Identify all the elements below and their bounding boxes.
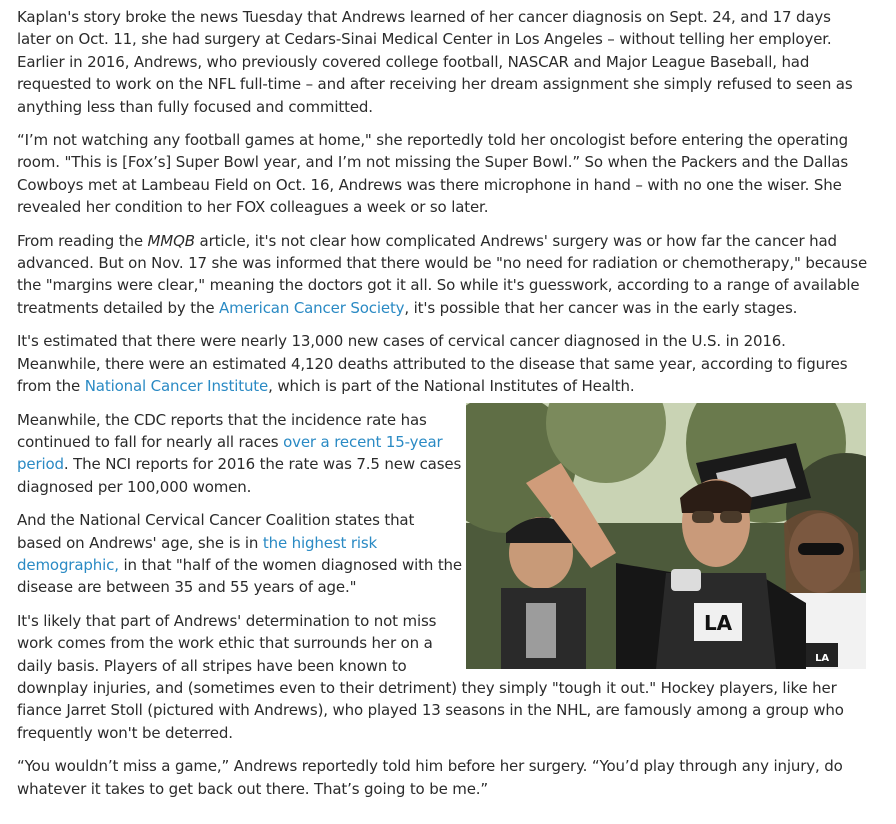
paragraph-1-text: Kaplan's story broke the news Tuesday that Andrews learned of her cancer diagnosis on Sept. 24, and 17 days later on Oct. 11, she had surgery at Cedars-Sinai Medical Center in Los Angeles – without telling her employer. Earlier in 2016, Andrews, who previously covered college football, NASCAR and Major League Baseball, had requested to work on the NFL full-time – and after receiving her dream assignment she simply refused to seen as anything less than fully focused and committed. <box>17 8 853 116</box>
paragraph-3-text-b: article, it's not clear how complicated Andrews' surgery was or how far the cancer had advanced. But on Nov. 17 she was informed that there would be "no need for radiation or chemotherapy," because the "margins were clear," meaning the doctors got it all. So while it's guesswork, according to a range of available treatments detailed by the <box>17 231 868 317</box>
paragraph-5-text-b: . The NCI reports for 2016 the rate was 7.5 new cases diagnosed per 100,000 women. <box>17 455 462 496</box>
paragraph-7-text: It's likely that part of Andrews' determination to not miss work comes from the work ethic that surrounds her on a daily basis. Players of all stripes have been known to downplay injuries, and (sometimes even to their detriment) they simply "tough it out." Hockey players, like her fiance Jarret Stoll (pictured with Andrews), who played 13 seasons in the NHL, are famously among a group who frequently won't be deterred. <box>17 611 844 742</box>
highest-risk-demographic-link[interactable]: the highest risk demographic, <box>17 533 378 574</box>
paragraph-4 <box>17 330 869 397</box>
article-body <box>17 6 869 811</box>
paragraph-3-text-c: , it's possible that her cancer was in the early stages. <box>404 298 798 317</box>
publication-name: MMQB <box>147 231 195 250</box>
paragraph-4-text-a: It's estimated that there were nearly 13,000 new cases of cervical cancer diagnosed in the U.S. in 2016. Meanwhile, there were an estimated 4,120 deaths attributed to the disease that same year, according to figures from the <box>17 332 848 396</box>
paragraph-2 <box>17 129 869 219</box>
paragraph-2-text: “I’m not watching any football games at home," she reportedly told her oncologist before entering the operating room. "This is [Fox’s] Super Bowl year, and I’m not missing the Super Bowl.” So when the Packers and the Dallas Cowboys met at Lambeau Field on Oct. 16, Andrews was there microphone in hand – with no one the wiser. She revealed her condition to her FOX colleagues a week or so later. <box>17 131 848 217</box>
paragraph-8-text: “You wouldn’t miss a game,” Andrews reportedly told him before her surgery. “You’d play through any injury, do whatever it takes to get back out there. That’s going to be me.” <box>17 757 843 798</box>
paragraph-8 <box>17 755 869 800</box>
shirt-logo-text: LA <box>815 652 829 664</box>
national-cancer-institute-link[interactable]: National Cancer Institute <box>84 377 269 396</box>
article-photo <box>466 403 866 669</box>
paragraph-6-text-b: in that "half of the women diagnosed with the disease are between 35 and 55 years of age." <box>17 555 462 597</box>
paragraph-5-text-a: Meanwhile, the CDC reports that the incidence rate has continued to fall for nearly all races <box>17 410 427 451</box>
paragraph-6-text-a: And the National Cervical Cancer Coalition states that based on Andrews' age, she is in <box>17 511 415 552</box>
paragraph-3-text-a: From reading the <box>17 231 148 250</box>
paragraph-3 <box>17 230 869 320</box>
jersey-logo-text: LA <box>704 610 732 635</box>
paragraph-1 <box>17 6 869 118</box>
fifteen-year-period-link[interactable]: over a recent 15-year period <box>17 432 443 474</box>
american-cancer-society-link[interactable]: American Cancer Society <box>219 298 405 317</box>
paragraph-4-text-b: , which is part of the National Institutes of Health. <box>268 377 635 396</box>
parade-photo-illustration <box>466 403 866 669</box>
